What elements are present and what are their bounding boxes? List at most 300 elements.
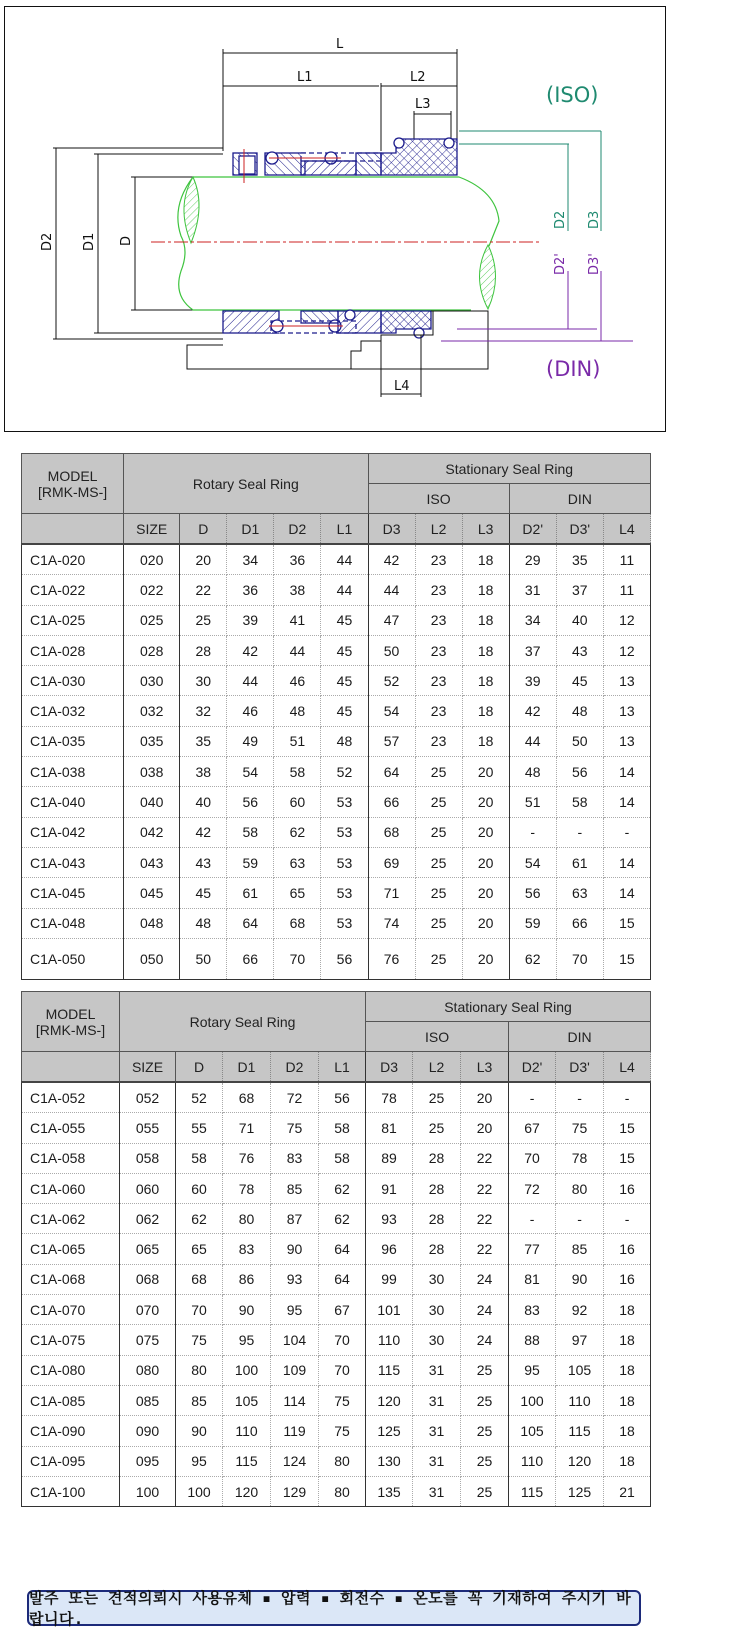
value-cell: 18	[604, 1355, 651, 1385]
value-cell: 15	[604, 1113, 651, 1143]
value-cell: 69	[368, 847, 415, 877]
value-cell: 068	[120, 1264, 176, 1294]
table-2-body	[22, 1082, 651, 1507]
value-cell: 104	[271, 1325, 319, 1355]
value-cell: 58	[227, 817, 274, 847]
model-cell: C1A-035	[22, 726, 124, 756]
value-cell: 25	[180, 605, 227, 635]
value-cell: 16	[604, 1264, 651, 1294]
value-cell: 30	[413, 1264, 461, 1294]
stationary-header: Stationary Seal Ring	[368, 454, 651, 484]
value-cell: -	[509, 1204, 556, 1234]
value-cell: 53	[321, 878, 368, 908]
value-cell: 81	[366, 1113, 413, 1143]
value-cell: 67	[509, 1113, 556, 1143]
table-row	[22, 787, 651, 817]
value-cell: -	[556, 817, 603, 847]
value-cell: 095	[120, 1446, 176, 1476]
value-cell: 14	[603, 878, 650, 908]
value-cell: 105	[556, 1355, 604, 1385]
value-cell: 18	[604, 1295, 651, 1325]
value-cell: 76	[368, 938, 415, 979]
value-cell: 57	[368, 726, 415, 756]
value-cell: 11	[603, 575, 650, 605]
value-cell: 055	[120, 1113, 176, 1143]
value-cell: 18	[462, 726, 509, 756]
value-cell: 110	[223, 1416, 271, 1446]
dim-label-D1: D1	[82, 232, 97, 251]
col-header: D3'	[556, 514, 603, 545]
value-cell: 66	[227, 938, 274, 979]
value-cell: 50	[368, 635, 415, 665]
value-cell: 64	[319, 1264, 366, 1294]
upper-seal-assembly	[233, 138, 457, 175]
value-cell: 15	[603, 938, 650, 979]
value-cell: 105	[223, 1385, 271, 1415]
value-cell: 052	[120, 1082, 176, 1113]
value-cell: 75	[271, 1113, 319, 1143]
col-header: L2	[413, 1052, 461, 1083]
col-header: L4	[603, 514, 650, 545]
value-cell: 18	[462, 605, 509, 635]
table-row	[22, 1385, 651, 1415]
dim-label-D: D	[119, 235, 134, 246]
model-cell: C1A-028	[22, 635, 124, 665]
value-cell: 56	[556, 757, 603, 787]
table-row	[22, 544, 651, 575]
value-cell: 55	[176, 1113, 223, 1143]
value-cell: 25	[461, 1355, 509, 1385]
value-cell: 18	[462, 575, 509, 605]
value-cell: 56	[319, 1082, 366, 1113]
value-cell: 14	[603, 847, 650, 877]
model-header-label: MODEL	[45, 1005, 96, 1022]
table-row	[22, 1204, 651, 1234]
value-cell: 30	[180, 666, 227, 696]
value-cell: 49	[227, 726, 274, 756]
model-cell: C1A-030	[22, 666, 124, 696]
value-cell: 25	[415, 878, 462, 908]
dim-label-D3-iso: D3	[587, 210, 602, 229]
value-cell: 115	[509, 1476, 556, 1506]
value-cell: 35	[556, 544, 603, 575]
value-cell: 20	[462, 817, 509, 847]
value-cell: 23	[415, 635, 462, 665]
value-cell: 48	[556, 696, 603, 726]
value-cell: 38	[180, 757, 227, 787]
value-cell: 60	[274, 787, 321, 817]
dim-label-D2: D2	[40, 232, 55, 251]
dim-label-L3: L3	[415, 97, 431, 112]
table-row	[22, 575, 651, 605]
value-cell: 135	[366, 1476, 413, 1506]
col-header: D	[176, 1052, 223, 1083]
value-cell: 48	[180, 908, 227, 938]
col-header: L1	[319, 1052, 366, 1083]
value-cell: 39	[227, 605, 274, 635]
value-cell: 025	[124, 605, 180, 635]
col-header: L4	[604, 1052, 651, 1083]
table-row	[22, 1325, 651, 1355]
value-cell: 71	[223, 1113, 271, 1143]
value-cell: 52	[321, 757, 368, 787]
value-cell: 90	[223, 1295, 271, 1325]
value-cell: 68	[223, 1082, 271, 1113]
value-cell: 101	[366, 1295, 413, 1325]
iso-header: ISO	[366, 1022, 509, 1052]
value-cell: 030	[124, 666, 180, 696]
value-cell: 34	[509, 605, 556, 635]
stationary-header: Stationary Seal Ring	[366, 992, 651, 1022]
value-cell: 065	[120, 1234, 176, 1264]
col-header: D3'	[556, 1052, 604, 1083]
value-cell: 65	[274, 878, 321, 908]
value-cell: 76	[223, 1143, 271, 1173]
value-cell: 75	[319, 1416, 366, 1446]
value-cell: 85	[556, 1234, 604, 1264]
value-cell: 058	[120, 1143, 176, 1173]
value-cell: 70	[176, 1295, 223, 1325]
table-row	[22, 1234, 651, 1264]
value-cell: 48	[321, 726, 368, 756]
value-cell: 25	[461, 1416, 509, 1446]
value-cell: 54	[368, 696, 415, 726]
col-header: D2	[274, 514, 321, 545]
value-cell: 80	[319, 1476, 366, 1506]
model-cell: C1A-095	[22, 1446, 120, 1476]
value-cell: 70	[274, 938, 321, 979]
value-cell: 68	[176, 1264, 223, 1294]
value-cell: 46	[274, 666, 321, 696]
value-cell: 52	[368, 666, 415, 696]
model-cell: C1A-032	[22, 696, 124, 726]
value-cell: 42	[227, 635, 274, 665]
value-cell: 63	[274, 847, 321, 877]
value-cell: 85	[271, 1173, 319, 1203]
value-cell: 44	[321, 575, 368, 605]
value-cell: 54	[509, 847, 556, 877]
value-cell: 12	[603, 635, 650, 665]
value-cell: 45	[556, 666, 603, 696]
value-cell: 77	[509, 1234, 556, 1264]
value-cell: 99	[366, 1264, 413, 1294]
value-cell: 23	[415, 696, 462, 726]
value-cell: 125	[366, 1416, 413, 1446]
value-cell: 56	[509, 878, 556, 908]
value-cell: 93	[366, 1204, 413, 1234]
value-cell: 59	[509, 908, 556, 938]
value-cell: 28	[413, 1143, 461, 1173]
value-cell: 25	[461, 1446, 509, 1476]
iso-dimensions	[459, 131, 601, 231]
value-cell: 30	[413, 1295, 461, 1325]
value-cell: 115	[366, 1355, 413, 1385]
table-row	[22, 1264, 651, 1294]
value-cell: 96	[366, 1234, 413, 1264]
table-row	[22, 635, 651, 665]
value-cell: 95	[509, 1355, 556, 1385]
value-cell: 062	[120, 1204, 176, 1234]
value-cell: 110	[366, 1325, 413, 1355]
value-cell: -	[556, 1204, 604, 1234]
col-header: D1	[227, 514, 274, 545]
order-notice-banner: 발주 또는 견적의뢰시 사용유체 ▪ 압력 ▪ 회전수 ▪ 온도를 꼭 기재하여 주시기 바랍니다.	[27, 1590, 641, 1626]
table-row	[22, 1295, 651, 1325]
value-cell: 25	[415, 938, 462, 979]
value-cell: 32	[180, 696, 227, 726]
value-cell: 25	[461, 1476, 509, 1506]
value-cell: 75	[176, 1325, 223, 1355]
value-cell: 20	[461, 1113, 509, 1143]
value-cell: 15	[603, 908, 650, 938]
value-cell: 022	[124, 575, 180, 605]
value-cell: 043	[124, 847, 180, 877]
value-cell: 035	[124, 726, 180, 756]
value-cell: 16	[604, 1173, 651, 1203]
value-cell: 37	[509, 635, 556, 665]
value-cell: 95	[223, 1325, 271, 1355]
value-cell: 64	[227, 908, 274, 938]
value-cell: 130	[366, 1446, 413, 1476]
din-label: (DIN)	[546, 357, 601, 381]
value-cell: 23	[415, 605, 462, 635]
value-cell: 11	[603, 544, 650, 575]
value-cell: 23	[415, 544, 462, 575]
model-cell: C1A-068	[22, 1264, 120, 1294]
value-cell: 31	[413, 1355, 461, 1385]
value-cell: 45	[321, 696, 368, 726]
model-cell: C1A-060	[22, 1173, 120, 1203]
col-header: L3	[462, 514, 509, 545]
value-cell: 29	[509, 544, 556, 575]
value-cell: 53	[321, 817, 368, 847]
value-cell: 100	[176, 1476, 223, 1506]
value-cell: 36	[227, 575, 274, 605]
value-cell: 64	[368, 757, 415, 787]
value-cell: 75	[556, 1113, 604, 1143]
value-cell: 20	[461, 1082, 509, 1113]
col-header: D3	[366, 1052, 413, 1083]
value-cell: 92	[556, 1295, 604, 1325]
value-cell: 70	[319, 1325, 366, 1355]
value-cell: 40	[556, 605, 603, 635]
table-row	[22, 847, 651, 877]
value-cell: 20	[462, 787, 509, 817]
value-cell: 70	[556, 938, 603, 979]
value-cell: 31	[413, 1416, 461, 1446]
value-cell: 51	[274, 726, 321, 756]
value-cell: 020	[124, 544, 180, 575]
value-cell: 18	[462, 666, 509, 696]
value-cell: 110	[509, 1446, 556, 1476]
spec-table-2	[21, 991, 651, 1507]
value-cell: 25	[461, 1385, 509, 1415]
value-cell: -	[604, 1204, 651, 1234]
value-cell: 18	[462, 544, 509, 575]
value-cell: 085	[120, 1385, 176, 1415]
value-cell: 56	[227, 787, 274, 817]
table-row	[22, 1173, 651, 1203]
value-cell: -	[509, 817, 556, 847]
value-cell: 60	[176, 1173, 223, 1203]
table-row	[22, 1082, 651, 1113]
value-cell: 18	[462, 635, 509, 665]
model-header-label: MODEL	[47, 467, 98, 484]
value-cell: 58	[274, 757, 321, 787]
value-cell: 78	[366, 1082, 413, 1113]
lower-seal-assembly	[223, 310, 431, 338]
model-cell: C1A-048	[22, 908, 124, 938]
value-cell: 20	[462, 938, 509, 979]
value-cell: 13	[603, 696, 650, 726]
value-cell: 24	[461, 1295, 509, 1325]
table-row	[22, 938, 651, 979]
value-cell: 28	[413, 1204, 461, 1234]
value-cell: 22	[461, 1173, 509, 1203]
value-cell: 44	[368, 575, 415, 605]
value-cell: 78	[223, 1173, 271, 1203]
value-cell: 93	[271, 1264, 319, 1294]
value-cell: 25	[415, 847, 462, 877]
value-cell: 13	[603, 666, 650, 696]
value-cell: 12	[603, 605, 650, 635]
value-cell: 47	[368, 605, 415, 635]
model-header	[22, 454, 124, 514]
value-cell: 25	[413, 1113, 461, 1143]
value-cell: 075	[120, 1325, 176, 1355]
dim-label-L4: L4	[394, 379, 410, 394]
value-cell: 120	[366, 1385, 413, 1415]
value-cell: 120	[556, 1446, 604, 1476]
value-cell: 54	[227, 757, 274, 787]
value-cell: 62	[176, 1204, 223, 1234]
model-cell: C1A-090	[22, 1416, 120, 1446]
value-cell: 66	[368, 787, 415, 817]
value-cell: 66	[556, 908, 603, 938]
empty-header-cell	[22, 1052, 120, 1083]
value-cell: 80	[556, 1173, 604, 1203]
model-header-sub: [RMK-MS-]	[37, 483, 108, 500]
value-cell: 65	[176, 1234, 223, 1264]
shaft	[178, 177, 499, 310]
value-cell: 58	[176, 1143, 223, 1173]
table-row	[22, 726, 651, 756]
model-cell: C1A-058	[22, 1143, 120, 1173]
value-cell: 20	[462, 847, 509, 877]
value-cell: 44	[227, 666, 274, 696]
model-cell: C1A-055	[22, 1113, 120, 1143]
value-cell: 18	[604, 1416, 651, 1446]
column-header-row	[22, 514, 651, 545]
value-cell: 100	[223, 1355, 271, 1385]
value-cell: 042	[124, 817, 180, 847]
value-cell: 060	[120, 1173, 176, 1203]
value-cell: 61	[556, 847, 603, 877]
value-cell: 67	[319, 1295, 366, 1325]
value-cell: 25	[415, 757, 462, 787]
value-cell: 20	[462, 908, 509, 938]
value-cell: 62	[319, 1204, 366, 1234]
value-cell: 124	[271, 1446, 319, 1476]
value-cell: 78	[556, 1143, 604, 1173]
model-header-sub: [RMK-MS-]	[35, 1021, 106, 1038]
value-cell: 53	[321, 787, 368, 817]
value-cell: 23	[415, 575, 462, 605]
value-cell: 125	[556, 1476, 604, 1506]
value-cell: 80	[223, 1204, 271, 1234]
din-header: DIN	[509, 1022, 651, 1052]
value-cell: 89	[366, 1143, 413, 1173]
value-cell: 50	[180, 938, 227, 979]
value-cell: 25	[415, 908, 462, 938]
table-row	[22, 666, 651, 696]
value-cell: 44	[274, 635, 321, 665]
value-cell: -	[556, 1082, 604, 1113]
value-cell: 20	[180, 544, 227, 575]
value-cell: 25	[415, 787, 462, 817]
value-cell: 83	[509, 1295, 556, 1325]
value-cell: 20	[462, 757, 509, 787]
model-cell: C1A-043	[22, 847, 124, 877]
value-cell: 37	[556, 575, 603, 605]
value-cell: 070	[120, 1295, 176, 1325]
model-cell: C1A-052	[22, 1082, 120, 1113]
value-cell: 18	[604, 1446, 651, 1476]
value-cell: 68	[368, 817, 415, 847]
value-cell: 88	[509, 1325, 556, 1355]
model-header	[22, 992, 120, 1052]
value-cell: 80	[176, 1355, 223, 1385]
value-cell: 038	[124, 757, 180, 787]
value-cell: 032	[124, 696, 180, 726]
rotary-header: Rotary Seal Ring	[120, 992, 366, 1052]
value-cell: 040	[124, 787, 180, 817]
value-cell: 18	[462, 696, 509, 726]
value-cell: 50	[556, 726, 603, 756]
value-cell: 090	[120, 1416, 176, 1446]
col-header: D3	[368, 514, 415, 545]
value-cell: 34	[227, 544, 274, 575]
value-cell: 42	[368, 544, 415, 575]
value-cell: 110	[556, 1385, 604, 1415]
value-cell: 115	[556, 1416, 604, 1446]
model-cell: C1A-062	[22, 1204, 120, 1234]
value-cell: 51	[509, 787, 556, 817]
value-cell: 115	[223, 1446, 271, 1476]
value-cell: 48	[509, 757, 556, 787]
value-cell: 90	[176, 1416, 223, 1446]
col-header: SIZE	[124, 514, 180, 545]
value-cell: 48	[274, 696, 321, 726]
value-cell: 23	[415, 666, 462, 696]
value-cell: 83	[271, 1143, 319, 1173]
dim-label-D3-din: D3'	[587, 253, 602, 275]
value-cell: 91	[366, 1173, 413, 1203]
empty-header-cell	[22, 514, 124, 545]
value-cell: 90	[556, 1264, 604, 1294]
value-cell: 20	[462, 878, 509, 908]
value-cell: 62	[509, 938, 556, 979]
value-cell: 68	[274, 908, 321, 938]
value-cell: 31	[509, 575, 556, 605]
table-row	[22, 1143, 651, 1173]
value-cell: 028	[124, 635, 180, 665]
dim-label-D2-din: D2'	[553, 253, 568, 275]
col-header: D2'	[509, 1052, 556, 1083]
value-cell: -	[604, 1082, 651, 1113]
value-cell: 080	[120, 1355, 176, 1385]
value-cell: 050	[124, 938, 180, 979]
